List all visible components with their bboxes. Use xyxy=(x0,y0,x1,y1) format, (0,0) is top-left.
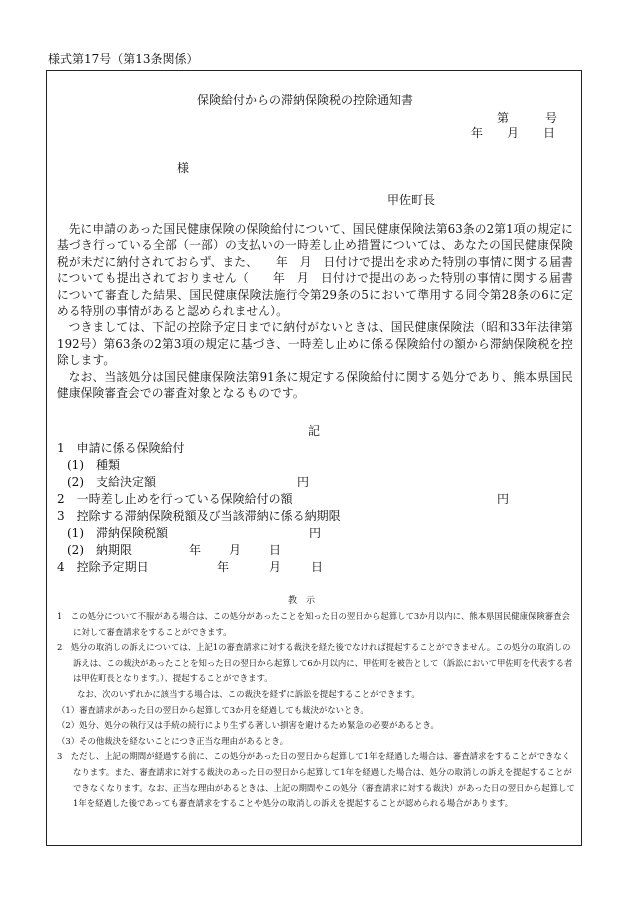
body-paragraph: つきましては、下記の控除予定日までに納付がないときは、国民健康保険法（昭和33年法律第192号）第63条の2第3項の規定に基づき、一時差し止めに係る保険給付の額から滞納保険税を控除します。 xyxy=(57,320,573,368)
issue-date-line: 年 月 日 xyxy=(471,126,556,140)
body-paragraph: なお、当該処分は国民健康保険法第91条に規定する保険給付に関する処分であり、熊本県国民健康保険審査会での審査対象となるものです。 xyxy=(57,369,573,401)
year-unit: 年 xyxy=(189,543,202,557)
issuer-name: 甲佐町長 xyxy=(387,193,436,207)
year-unit: 年 xyxy=(217,560,230,574)
item-3-1: (1) 滞納保険税額 xyxy=(67,526,168,540)
notice-frame xyxy=(46,70,582,846)
document-number-line: 第 号 xyxy=(497,111,558,125)
instruction-item: 2 処分の取消しの訴えについては、上記1の審査請求に対する裁決を経た後でなければ提起することができません。この処分の取消しの訴えは、この裁決があったことを知った日の翌日から起算して6か月以内に、甲佐町を被告として（訴訟において甲佐町を代表する者は甲佐町長となります。）、提起することができます。 xyxy=(57,642,573,684)
month-unit: 月 xyxy=(229,543,242,557)
body-paragraph: 先に申請のあった国民健康保険の保険給付について、国民健康保険法第63条の2第1項の規定に基づき行っている全部（一部）の支払いの一時差し止め措置については、あなたの国民健康保険税が未だに納付されておらず、また、 年 月 日付けで提出を求めた特別の事情に関する届書についても提出されておりません（ 年 月 日付けで提出のあった特別の事情に関する届書について審査した結果、国民健康保険法施行令第29条の5において準用する同令第28条の6に定める特別の事情があると認められません）。 xyxy=(57,222,573,319)
instruction-item: （3）その他裁決を経ないことにつき正当な理由があるとき。 xyxy=(57,735,288,746)
item-3-2: (2) 納期限 xyxy=(67,543,132,557)
addressee-suffix: 様 xyxy=(177,161,190,175)
item-1: 1 申請に係る保険給付 xyxy=(57,441,185,455)
ki-label: 記 xyxy=(308,424,321,438)
instruction-item: 3 ただし、上記の期間が経過する前に、この処分があった日の翌日から起算して1年を経過した場合は、審査請求をすることができなくなります。また、審査請求に対する裁決のあった日の翌日から起算して1年を経過した場合は、処分の取消しの訴えを提起することができなくなります。なお、正当な理由があるときは、上記の期間やこの処分（審査請求に対する裁決）があった日の翌日から起算して1年を経過した後であっても審査請求をすることや処分の取消しの訴えを提起することが認められる場合があります。 xyxy=(57,751,575,809)
instruction-item: （2）処分、処分の執行又は手続の続行により生ずる著しい損害を避けるため緊急の必要があるとき。 xyxy=(57,720,439,731)
instruction-list xyxy=(57,609,575,812)
instruction-item: 1 この処分について不服がある場合は、この処分があったことを知った日の翌日から起算して3か月以内に、熊本県国民健康保険審査会に対して審査請求をすることができます。 xyxy=(57,611,570,637)
item-1-2: (2) 支給決定額 xyxy=(67,475,156,489)
item-4: 4 控除予定期日 xyxy=(57,560,149,574)
month-unit: 月 xyxy=(269,560,282,574)
yen-unit: 円 xyxy=(297,475,310,489)
day-unit: 日 xyxy=(311,560,324,574)
instruction-title: 教 示 xyxy=(288,596,316,606)
day-unit: 日 xyxy=(269,543,282,557)
instruction-item: なお、次のいずれかに該当する場合は、この裁決を経ずに訴訟を提起することができます。 xyxy=(77,688,420,699)
item-1-1: (1) 種類 xyxy=(67,458,120,472)
yen-unit: 円 xyxy=(309,526,322,540)
item-3: 3 控除する滞納保険税額及び当該滞納に係る納期限 xyxy=(57,509,341,523)
document-title: 保険給付からの滞納保険税の控除通知書 xyxy=(197,93,414,107)
yen-unit: 円 xyxy=(497,492,510,506)
item-2: 2 一時差し止めを行っている保険給付の額 xyxy=(57,492,293,506)
instruction-item: （1）審査請求があった日の翌日から起算して3か月を経過しても裁決がないとき。 xyxy=(57,704,369,715)
form-number: 様式第17号（第13条関係） xyxy=(48,52,199,66)
body-text xyxy=(57,221,573,401)
